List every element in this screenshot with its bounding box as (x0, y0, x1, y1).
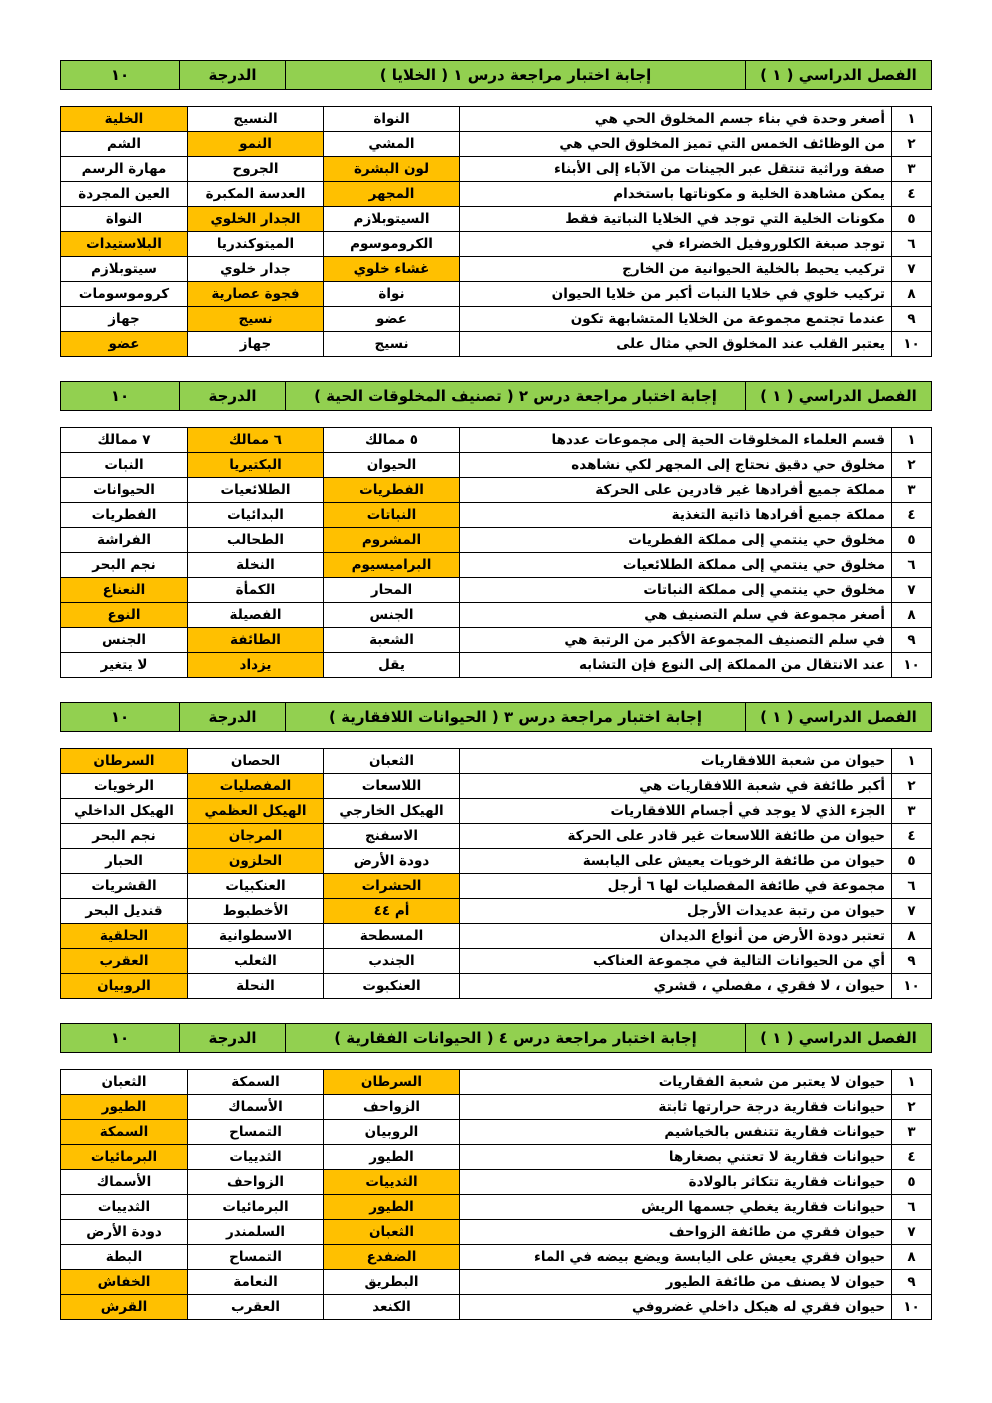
answer-option: الأسماك (188, 1095, 324, 1120)
grade-label: الدرجة (180, 61, 286, 90)
questions-table (60, 106, 932, 357)
answer-option: الثدييات (188, 1145, 324, 1170)
question-text: قسم العلماء المخلوقات الحية إلى مجموعات عددها (460, 428, 892, 453)
answer-option: الكنعد (324, 1295, 460, 1320)
answer-option-correct: الطائفة (188, 628, 324, 653)
question-row (61, 453, 932, 478)
section-title: إجابة اختبار مراجعة درس ٢ ( تصنيف المخلوقات الحية ) (286, 382, 746, 411)
section-header (60, 1023, 932, 1053)
answer-option: نجم البحر (61, 553, 188, 578)
question-number: ٩ (892, 628, 932, 653)
answer-option-correct: عضو (61, 332, 188, 357)
question-row (61, 628, 932, 653)
question-number: ٧ (892, 257, 932, 282)
question-row (61, 653, 932, 678)
question-text: مخلوق حي ينتمي إلى مملكة النباتات (460, 578, 892, 603)
answer-option: الجنس (61, 628, 188, 653)
question-number: ٥ (892, 528, 932, 553)
answer-option: العنكبيات (188, 874, 324, 899)
answer-option: اللاسعات (324, 774, 460, 799)
question-row (61, 1120, 932, 1145)
answer-option-correct: الطيور (324, 1195, 460, 1220)
question-row (61, 949, 932, 974)
answer-option: الثعلب (188, 949, 324, 974)
question-text: مملكة جميع أفرادها ذاتية التغذية (460, 503, 892, 528)
question-number: ٧ (892, 899, 932, 924)
question-text: حيوانات فقارية يغطي جسمها الريش (460, 1195, 892, 1220)
answer-option: ٧ ممالك (61, 428, 188, 453)
answer-option: الحبار (61, 849, 188, 874)
question-row (61, 157, 932, 182)
question-number: ٢ (892, 453, 932, 478)
question-text: عند الانتقال من المملكة إلى النوع فإن التشابه (460, 653, 892, 678)
question-text: مخلوق حي دقيق نحتاج إلى المجهر لكي نشاهده (460, 453, 892, 478)
answer-option-correct: يزداد (188, 653, 324, 678)
question-number: ٩ (892, 949, 932, 974)
answer-option-correct: الضفدع (324, 1245, 460, 1270)
question-number: ٦ (892, 232, 932, 257)
answer-option: النعامة (188, 1270, 324, 1295)
question-number: ٢ (892, 1095, 932, 1120)
answer-option: العنكبوت (324, 974, 460, 999)
answer-option-correct: الحلقية (61, 924, 188, 949)
answer-option-correct: المفصليات (188, 774, 324, 799)
question-row (61, 1095, 932, 1120)
question-row (61, 1295, 932, 1320)
answer-option: السلمندر (188, 1220, 324, 1245)
question-row (61, 874, 932, 899)
question-text: يعتبر القلب عند المخلوق الحي مثال على (460, 332, 892, 357)
question-number: ٧ (892, 578, 932, 603)
question-row (61, 603, 932, 628)
grade-label: الدرجة (180, 1024, 286, 1053)
answer-option: الكمأة (188, 578, 324, 603)
semester-label: الفصل الدراسي ( ١ ) (746, 382, 932, 411)
answer-option: الشم (61, 132, 188, 157)
answer-option: الثدييات (61, 1195, 188, 1220)
answer-option: التمساح (188, 1120, 324, 1145)
answer-option-correct: لون البشرة (324, 157, 460, 182)
question-number: ٨ (892, 603, 932, 628)
answer-option: الزواحف (324, 1095, 460, 1120)
question-number: ٦ (892, 553, 932, 578)
answer-option-correct: الخلية (61, 107, 188, 132)
question-text: حيوان لا يعتبر من شعبة الفقاريات (460, 1070, 892, 1095)
question-text: حيوانات فقارية تتنفس بالخياشيم (460, 1120, 892, 1145)
answer-option-correct: الحلزون (188, 849, 324, 874)
question-text: مخلوق حي ينتمي إلى مملكة الفطريات (460, 528, 892, 553)
grade-value: ١٠ (61, 703, 180, 732)
question-text: حيوانات فقارية تتكاثر بالولادة (460, 1170, 892, 1195)
answer-option: القشريات (61, 874, 188, 899)
answer-option: نواة (324, 282, 460, 307)
question-text: حيوان لا يصنف من طائفة الطيور (460, 1270, 892, 1295)
answer-option-correct: الفطريات (324, 478, 460, 503)
answer-option: التمساح (188, 1245, 324, 1270)
question-row (61, 1220, 932, 1245)
answer-option: العدسة المكبرة (188, 182, 324, 207)
answer-option: المسطحة (324, 924, 460, 949)
answer-option-correct: فجوة عصارية (188, 282, 324, 307)
answer-option: الفراشة (61, 528, 188, 553)
answer-option: عضو (324, 307, 460, 332)
question-text: مملكة جميع أفرادها غير قادرين على الحركة (460, 478, 892, 503)
question-number: ١ (892, 749, 932, 774)
question-row (61, 182, 932, 207)
question-row (61, 849, 932, 874)
answer-option: مهارة الرسم (61, 157, 188, 182)
answer-option: جهاز (61, 307, 188, 332)
question-number: ١ (892, 1070, 932, 1095)
answer-option: ٥ ممالك (324, 428, 460, 453)
section-header (60, 702, 932, 732)
answer-option-correct: ٦ ممالك (188, 428, 324, 453)
answer-option: الرخويات (61, 774, 188, 799)
question-row (61, 1170, 932, 1195)
answer-option: كروموسومات (61, 282, 188, 307)
answer-option: الكروموسوم (324, 232, 460, 257)
answer-option: الروبيان (324, 1120, 460, 1145)
question-row (61, 1245, 932, 1270)
answer-option: العين المجردة (61, 182, 188, 207)
answer-option-correct: النعناع (61, 578, 188, 603)
question-number: ٤ (892, 1145, 932, 1170)
answer-option: السيتوبلازم (324, 207, 460, 232)
answer-option-correct: غشاء خلوي (324, 257, 460, 282)
answer-option: العقرب (188, 1295, 324, 1320)
question-number: ٣ (892, 478, 932, 503)
answer-option-correct: المرجان (188, 824, 324, 849)
answer-option: دودة الأرض (61, 1220, 188, 1245)
question-text: حيوان من شعبة اللافقاريات (460, 749, 892, 774)
answer-option: الثعبان (324, 749, 460, 774)
question-row (61, 578, 932, 603)
question-text: صفة وراثية تنتقل عبر الجينات من الآباء إلى الأبناء (460, 157, 892, 182)
section-title: إجابة اختبار مراجعة درس ٤ ( الحيوانات الفقارية ) (286, 1024, 746, 1053)
question-number: ٦ (892, 1195, 932, 1220)
grade-label: الدرجة (180, 382, 286, 411)
question-row (61, 1070, 932, 1095)
question-row (61, 478, 932, 503)
question-text: عندما تجتمع مجموعة من الخلايا المتشابهة تكون (460, 307, 892, 332)
questions-table (60, 748, 932, 999)
answer-option-correct: الخفاش (61, 1270, 188, 1295)
section-title: إجابة اختبار مراجعة درس ٣ ( الحيوانات اللافقارية ) (286, 703, 746, 732)
question-text: تعتبر دودة الأرض من أنواع الديدان (460, 924, 892, 949)
question-row (61, 232, 932, 257)
answer-option: النبات (61, 453, 188, 478)
question-row (61, 1145, 932, 1170)
question-number: ١ (892, 107, 932, 132)
question-text: في سلم التصنيف المجموعة الأكبر من الرتبة هي (460, 628, 892, 653)
question-text: من الوظائف الخمس التي تميز المخلوق الحي هي (460, 132, 892, 157)
question-text: تركيب يحيط بالخلية الحيوانية من الخارج (460, 257, 892, 282)
question-number: ١٠ (892, 974, 932, 999)
answer-option-correct: الروبيان (61, 974, 188, 999)
question-row (61, 974, 932, 999)
question-text: حيوان من رتبة عديدات الأرجل (460, 899, 892, 924)
question-text: أصغر مجموعة في سلم التصنيف هي (460, 603, 892, 628)
question-number: ٧ (892, 1220, 932, 1245)
answer-option: جهاز (188, 332, 324, 357)
answer-option: يقل (324, 653, 460, 678)
answer-option-correct: القرش (61, 1295, 188, 1320)
question-number: ٨ (892, 924, 932, 949)
question-text: الجزء الذي لا يوجد في أجسام اللافقاريات (460, 799, 892, 824)
question-row (61, 282, 932, 307)
answer-option-correct: نسيج (188, 307, 324, 332)
answer-option: الحيوانات (61, 478, 188, 503)
semester-label: الفصل الدراسي ( ١ ) (746, 703, 932, 732)
answer-option: النحلة (188, 974, 324, 999)
question-text: حيوان فقري له هيكل داخلي غضروفي (460, 1295, 892, 1320)
answer-option: الطلائعيات (188, 478, 324, 503)
question-text: مجموعة في طائفة المفصليات لها ٦ أرجل (460, 874, 892, 899)
answer-option-correct: النمو (188, 132, 324, 157)
answer-option: الطيور (324, 1145, 460, 1170)
answer-option: البرمائيات (188, 1195, 324, 1220)
question-number: ٣ (892, 157, 932, 182)
question-text: مكونات الخلية التي توجد في الخلايا النباتية فقط (460, 207, 892, 232)
question-number: ٣ (892, 1120, 932, 1145)
answer-option: الثعبان (61, 1070, 188, 1095)
answer-option: البطة (61, 1245, 188, 1270)
question-number: ٥ (892, 1170, 932, 1195)
question-row (61, 428, 932, 453)
answer-option-correct: البرمائيات (61, 1145, 188, 1170)
answer-option-correct: الجدار الخلوي (188, 207, 324, 232)
answer-option-correct: المجهر (324, 182, 460, 207)
section-title: إجابة اختبار مراجعة درس ١ ( الخلايا ) (286, 61, 746, 90)
question-text: أي من الحيوانات التالية في مجموعة العناكب (460, 949, 892, 974)
question-row (61, 924, 932, 949)
question-row (61, 207, 932, 232)
answer-option-correct: أم ٤٤ (324, 899, 460, 924)
question-number: ١ (892, 428, 932, 453)
answer-option-correct: البلاستيدات (61, 232, 188, 257)
question-number: ٤ (892, 503, 932, 528)
question-row (61, 899, 932, 924)
section-header (60, 60, 932, 90)
question-number: ١٠ (892, 653, 932, 678)
answer-option-correct: السمكة (61, 1120, 188, 1145)
question-text: حيوان من طائفة اللاسعات غير قادر على الحركة (460, 824, 892, 849)
answer-option: النخلة (188, 553, 324, 578)
question-row (61, 307, 932, 332)
question-text: حيوان فقري يعيش على اليابسة ويضع بيضه في الماء (460, 1245, 892, 1270)
answer-option: الطحالب (188, 528, 324, 553)
answer-option: الاسطوانية (188, 924, 324, 949)
answer-option-correct: الهيكل العظمي (188, 799, 324, 824)
answer-option: الأسماك (61, 1170, 188, 1195)
questions-table (60, 427, 932, 678)
question-text: حيوان من طائفة الرخويات يعيش على اليابسة (460, 849, 892, 874)
answer-option: نسيج (324, 332, 460, 357)
section-header (60, 381, 932, 411)
answer-option: النواة (61, 207, 188, 232)
question-text: حيوان ، لا فقري ، مفصلي ، قشري (460, 974, 892, 999)
grade-label: الدرجة (180, 703, 286, 732)
question-number: ٤ (892, 182, 932, 207)
question-number: ٢ (892, 132, 932, 157)
answer-option: قنديل البحر (61, 899, 188, 924)
answer-option: النواة (324, 107, 460, 132)
question-text: تركيب خلوي في خلايا النبات أكبر من خلايا الحيوان (460, 282, 892, 307)
answer-option: البدائيات (188, 503, 324, 528)
answer-option: الأخطبوط (188, 899, 324, 924)
answer-option: نجم البحر (61, 824, 188, 849)
question-text: مخلوق حي ينتمي إلى مملكة الطلائعيات (460, 553, 892, 578)
answer-option: الهيكل الداخلي (61, 799, 188, 824)
question-number: ٩ (892, 307, 932, 332)
answer-option: الفصيلة (188, 603, 324, 628)
answer-option: سيتوبلازم (61, 257, 188, 282)
question-text: يمكن مشاهدة الخلية و مكوناتها باستخدام (460, 182, 892, 207)
question-row (61, 107, 932, 132)
question-text: أكبر طائفة في شعبة اللافقاريات هي (460, 774, 892, 799)
answer-option-correct: النوع (61, 603, 188, 628)
answer-option: لا يتغير (61, 653, 188, 678)
answer-option-correct: السرطان (61, 749, 188, 774)
answer-option: الفطريات (61, 503, 188, 528)
answer-option: الهيكل الخارجي (324, 799, 460, 824)
question-number: ٥ (892, 849, 932, 874)
answer-option: المشي (324, 132, 460, 157)
question-row (61, 799, 932, 824)
question-text: حيوانات فقارية درجة حرارتها ثابتة (460, 1095, 892, 1120)
grade-value: ١٠ (61, 1024, 180, 1053)
question-row (61, 132, 932, 157)
question-text: أصغر وحدة في بناء جسم المخلوق الحي هي (460, 107, 892, 132)
question-number: ٩ (892, 1270, 932, 1295)
question-number: ٨ (892, 282, 932, 307)
answer-option-correct: البراميسيوم (324, 553, 460, 578)
answer-option: الجنس (324, 603, 460, 628)
answer-option: البطريق (324, 1270, 460, 1295)
question-text: توجد صبغة الكلوروفيل الخضراء في (460, 232, 892, 257)
semester-label: الفصل الدراسي ( ١ ) (746, 61, 932, 90)
question-text: حيوانات فقارية لا تعتني بصغارها (460, 1145, 892, 1170)
question-row (61, 257, 932, 282)
question-text: حيوان فقري من طائفة الزواحف (460, 1220, 892, 1245)
answer-option: السمكة (188, 1070, 324, 1095)
question-row (61, 774, 932, 799)
answer-option-correct: النباتات (324, 503, 460, 528)
answer-option-correct: العقرب (61, 949, 188, 974)
semester-label: الفصل الدراسي ( ١ ) (746, 1024, 932, 1053)
question-number: ٣ (892, 799, 932, 824)
answer-option-correct: السرطان (324, 1070, 460, 1095)
answer-option: المحار (324, 578, 460, 603)
answer-option-correct: الثعبان (324, 1220, 460, 1245)
answer-option-correct: الحشرات (324, 874, 460, 899)
question-row (61, 824, 932, 849)
answer-option: جدار خلوي (188, 257, 324, 282)
question-number: ٤ (892, 824, 932, 849)
answer-option: الجروح (188, 157, 324, 182)
answer-option-correct: المشروم (324, 528, 460, 553)
answer-option: الحيوان (324, 453, 460, 478)
question-number: ٦ (892, 874, 932, 899)
question-row (61, 1195, 932, 1220)
question-row (61, 332, 932, 357)
grade-value: ١٠ (61, 61, 180, 90)
question-number: ٥ (892, 207, 932, 232)
question-number: ٨ (892, 1245, 932, 1270)
answer-option: الحصان (188, 749, 324, 774)
answer-option-correct: الثدييات (324, 1170, 460, 1195)
answer-option: الزواحف (188, 1170, 324, 1195)
question-number: ١٠ (892, 1295, 932, 1320)
answer-option: دودة الأرض (324, 849, 460, 874)
question-row (61, 749, 932, 774)
question-row (61, 503, 932, 528)
grade-value: ١٠ (61, 382, 180, 411)
question-row (61, 1270, 932, 1295)
question-number: ٢ (892, 774, 932, 799)
question-row (61, 528, 932, 553)
question-row (61, 553, 932, 578)
answer-option: الميتوكندريا (188, 232, 324, 257)
question-number: ١٠ (892, 332, 932, 357)
answer-option-correct: الطيور (61, 1095, 188, 1120)
answer-option: الجندب (324, 949, 460, 974)
answer-option-correct: البكتيريا (188, 453, 324, 478)
questions-table (60, 1069, 932, 1320)
answer-option: الاسفنج (324, 824, 460, 849)
answer-option: النسيج (188, 107, 324, 132)
answer-option: الشعبة (324, 628, 460, 653)
